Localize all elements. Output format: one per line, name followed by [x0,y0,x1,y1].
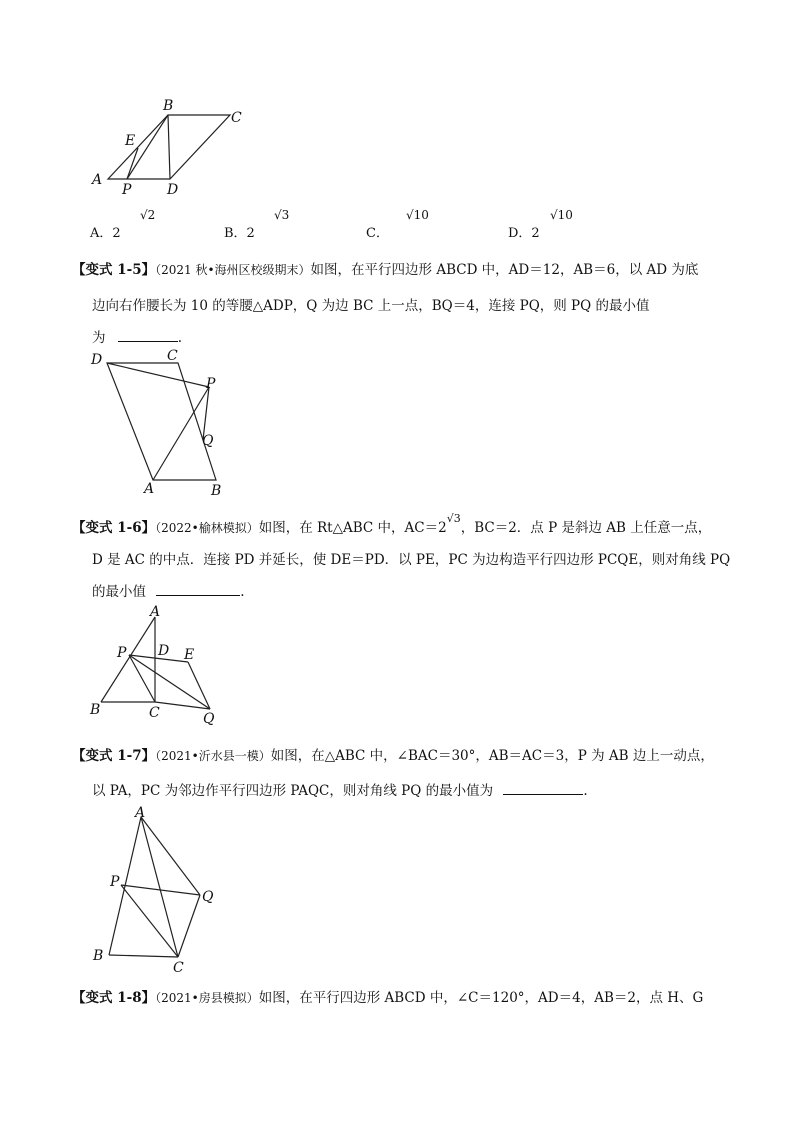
q15-line3 [92,326,182,346]
fig15-parallelogram [107,363,216,480]
fig17-segment-pc [121,885,178,957]
q15-answer-blank[interactable] [118,329,178,342]
figure-q16 [85,605,235,730]
fig16-label-c: C [149,705,160,721]
fig15-label-b: B [211,483,222,499]
choice-d[interactable] [508,208,573,241]
fig1-label-d: D [167,182,179,198]
choice-d-radical: √10 [550,208,573,222]
q16-radical: √3 [446,512,461,525]
fig17-segment-bc [109,955,178,957]
q15-source: （2021 秋•海州区校级期末） [155,263,311,277]
q17-source: （2021•沂水县一模） [155,749,271,763]
fig16-label-e: E [184,647,195,663]
q16-text3: 的最小值 [92,584,146,600]
fig16-label-a: A [150,604,161,620]
fig17-segment-ac [141,817,178,957]
figure-q15 [85,345,245,500]
q17-answer-blank[interactable] [503,782,583,795]
q18-line1 [72,986,703,1006]
figure-q17 [85,805,235,975]
fig17-segment-pq [121,885,200,895]
fig1-label-p: P [122,182,132,198]
fig17-label-p: P [110,874,120,890]
choice-c[interactable] [366,208,429,241]
fig1-segment-bd [168,115,170,179]
q15-period: . [177,330,183,346]
q16-answer-blank[interactable] [156,583,240,596]
q15-text3: 为 [92,330,106,346]
q17-tag: 【变式 1-7】 [72,748,156,764]
fig15-label-q: Q [202,433,214,449]
fig17-label-a: A [135,805,146,821]
fig17-label-b: B [93,948,104,964]
fig16-label-b: B [90,702,101,718]
q16-line1 [72,512,712,536]
q17-line1 [72,744,714,764]
fig1-label-b: B [163,98,174,114]
choice-a-letter: A．2 [90,226,121,241]
fig17-segment-cq [178,895,200,957]
choice-c-radical: √10 [406,208,429,222]
q18-source: （2021•房县模拟） [155,991,259,1005]
q16-line3 [92,580,245,600]
fig17-segment-aq [141,817,200,895]
q17-line2 [92,779,588,799]
q16-line2 [92,548,730,568]
q18-tag: 【变式 1-8】 [72,990,156,1006]
choice-d-letter: D．2 [508,226,540,241]
fig15-label-d: D [91,352,103,368]
q16-text1b: ，BC＝2．点 P 是斜边 AB 上任意一点， [460,520,712,536]
fig16-segment-ab [101,617,155,702]
q18-text1: 如图，在平行四边形 ABCD 中，∠C＝120°，AD＝4，AB＝2，点 H、G [258,990,704,1006]
fig16-label-d: D [158,643,170,659]
fig16-segment-pc [129,655,155,702]
q15-text2: 边向右作腰长为 10 的等腰△ADP，Q 为边 BC 上一点，BQ＝4，连接 PQ，则 PQ 的最小值 [92,298,650,314]
fig1-label-c: C [231,110,242,126]
choice-b[interactable] [224,208,290,241]
fig1-label-e: E [125,133,136,149]
q17-text2: 以 PA，PC 为邻边作平行四边形 PAQC，则对角线 PQ 的最小值为 [92,783,494,799]
choice-a-radical: √2 [140,208,156,222]
q15-text1: 如图，在平行四边形 ABCD 中，AD＝12，AB＝6，以 AD 为底 [310,262,699,278]
fig15-segment-dp [107,363,209,387]
fig16-label-q: Q [203,711,215,727]
fig15-label-p: P [206,376,216,392]
q17-text1: 如图，在△ABC 中，∠BAC＝30°，AB＝AC＝3，P 为 AB 边上一动点， [270,748,714,764]
q16-period: . [240,584,245,600]
fig17-label-c: C [173,960,184,976]
choice-c-letter: C． [366,226,389,241]
q16-text1a: 如图，在 Rt△ABC 中，AC＝2 [258,520,447,536]
fig16-label-p: P [117,645,127,661]
q15-line1 [72,258,698,278]
q16-tag: 【变式 1-6】 [72,520,156,536]
choice-b-radical: √3 [274,208,290,222]
fig15-label-a: A [144,481,155,497]
choice-b-letter: B．2 [224,226,255,241]
q16-text2: D 是 AC 的中点．连接 PD 并延长，使 DE＝PD．以 PE，PC 为边构造平行四边形 PCQE，则对角线 PQ [92,552,731,568]
figure-1 [80,95,260,205]
fig17-label-q: Q [202,889,214,905]
q15-line2 [92,294,650,314]
choice-a[interactable] [90,208,156,241]
q17-period: . [583,783,588,799]
q16-source: （2022•榆林模拟） [155,521,259,535]
fig1-label-a: A [92,172,103,188]
q15-tag: 【变式 1-5】 [72,262,156,278]
fig15-label-c: C [167,348,178,364]
